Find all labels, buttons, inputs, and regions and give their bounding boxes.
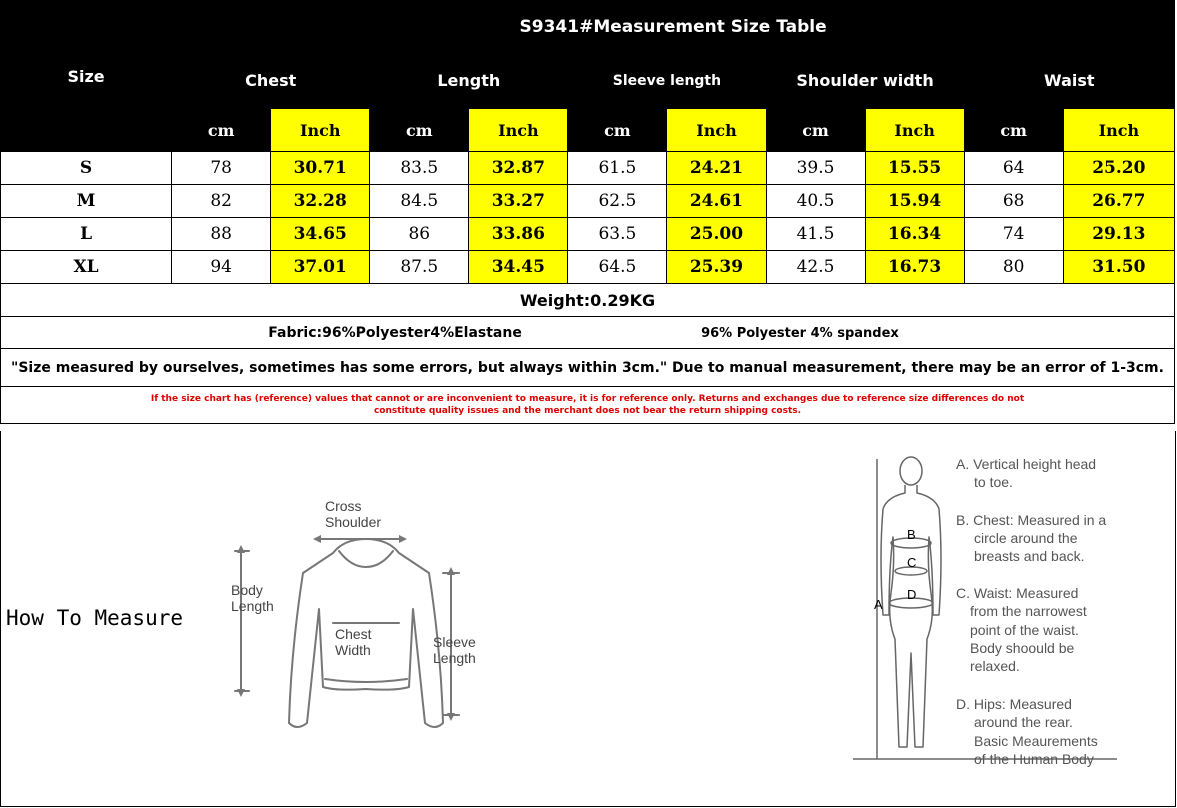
length-inch: 33.27: [469, 185, 568, 218]
note-a-2: to toe.: [974, 474, 1013, 490]
note-b-2: circle around the: [974, 530, 1078, 546]
note-b-3: breasts and back.: [974, 548, 1085, 564]
label-cross-1: Cross: [325, 498, 362, 514]
label-sleeve-1: Sleeve: [433, 634, 476, 650]
unit-row: [1, 109, 1175, 152]
group-chest: Chest: [172, 53, 370, 109]
fabric-text: Fabric:96%Polyester4%Elastane: [268, 324, 522, 341]
table-title: S9341#Measurement Size Table: [172, 1, 1175, 53]
sleeve-cm: 63.5: [568, 218, 667, 251]
letter-c: C: [907, 555, 917, 570]
sweater-diagram: [221, 491, 521, 731]
shoulder-inch: 15.55: [865, 152, 964, 185]
disclaimer-line-2: constitute quality issues and the merchant does not bear the return shipping costs.: [373, 406, 802, 416]
chest-cm: 94: [172, 251, 271, 284]
size-label: S: [1, 152, 172, 185]
waist-inch: 26.77: [1063, 185, 1174, 218]
shoulder-cm: 39.5: [766, 152, 865, 185]
fabric-row: [1, 317, 1175, 349]
note-a-1: A. Vertical height head: [956, 456, 1097, 472]
measurement-note: "Size measured by ourselves, sometimes has some errors, but always within 3cm." Due to manual measurement, there may be an error of 1-3cm.: [1, 349, 1175, 387]
sleeve-inch: 24.61: [667, 185, 766, 218]
chest-inch: 32.28: [271, 185, 370, 218]
unit-inch: Inch: [667, 109, 766, 152]
waist-inch: 29.13: [1063, 218, 1174, 251]
sleeve-inch: 25.00: [667, 218, 766, 251]
note-c-2: from the narrowest: [970, 603, 1087, 619]
sleeve-inch: 25.39: [667, 251, 766, 284]
length-cm: 83.5: [370, 152, 469, 185]
disclaimer-line-1: If the size chart has (reference) values that cannot or are inconvenient to measure, it is for reference only. Returns and exchanges due to reference size differences do not: [150, 394, 1025, 404]
note-b-1: B. Chest: Measured in a: [956, 512, 1107, 528]
table-row: [1, 218, 1175, 251]
figure-head: [900, 457, 922, 485]
unit-cm: cm: [964, 109, 1063, 152]
length-cm: 84.5: [370, 185, 469, 218]
note-d-3: Basic Meaurements: [974, 733, 1098, 749]
length-inch: 32.87: [469, 152, 568, 185]
label-body-2: Length: [231, 598, 274, 614]
size-label: L: [1, 218, 172, 251]
fabric-alt-text: 96% Polyester 4% spandex: [701, 325, 899, 341]
note-d-1: D. Hips: Measured: [956, 696, 1072, 712]
note-c-4: Body shoould be: [970, 640, 1075, 656]
unit-cm: cm: [568, 109, 667, 152]
label-cross-2: Shoulder: [325, 514, 382, 530]
length-cm: 86: [370, 218, 469, 251]
note-c-3: point of the waist.: [970, 622, 1079, 638]
group-shoulder-width: Shoulder width: [766, 53, 964, 109]
group-sleeve-length: Sleeve length: [568, 53, 766, 109]
chest-cm: 88: [172, 218, 271, 251]
chest-cm: 78: [172, 152, 271, 185]
chest-inch: 37.01: [271, 251, 370, 284]
waist-cm: 68: [964, 185, 1063, 218]
shoulder-cm: 41.5: [766, 218, 865, 251]
sweater-hem: [325, 679, 407, 682]
shoulder-cm: 40.5: [766, 185, 865, 218]
shoulder-inch: 16.34: [865, 218, 964, 251]
note-c-5: relaxed.: [970, 658, 1020, 674]
label-chest-1: Chest: [335, 626, 372, 642]
chest-inch: 34.65: [271, 218, 370, 251]
sleeve-cm: 61.5: [568, 152, 667, 185]
note-c-1: C. Waist: Measured: [956, 585, 1079, 601]
shoulder-cm: 42.5: [766, 251, 865, 284]
shoulder-inch: 16.73: [865, 251, 964, 284]
unit-inch: Inch: [1063, 109, 1174, 152]
table-row: [1, 251, 1175, 284]
unit-cm: cm: [172, 109, 271, 152]
sweater-collar: [339, 551, 393, 567]
unit-cm: cm: [766, 109, 865, 152]
unit-cm: cm: [370, 109, 469, 152]
size-label: M: [1, 185, 172, 218]
table-row: [1, 185, 1175, 218]
unit-inch: Inch: [271, 109, 370, 152]
note-d-4: of the Human Body: [974, 751, 1094, 767]
waist-inch: 25.20: [1063, 152, 1174, 185]
weight-text: Weight:0.29KG: [1, 284, 1175, 317]
disclaimer: [1, 387, 1175, 424]
note-d-2: around the rear.: [974, 714, 1073, 730]
how-to-measure-label: How To Measure: [6, 606, 184, 630]
unit-inch: Inch: [865, 109, 964, 152]
letter-d: D: [907, 587, 917, 602]
sleeve-cm: 64.5: [568, 251, 667, 284]
letter-b: B: [907, 527, 916, 542]
waist-cm: 74: [964, 218, 1063, 251]
unit-inch: Inch: [469, 109, 568, 152]
size-label: XL: [1, 251, 172, 284]
label-body-1: Body: [231, 582, 263, 598]
group-length: Length: [370, 53, 568, 109]
shoulder-inch: 15.94: [865, 185, 964, 218]
group-waist: Waist: [964, 53, 1174, 109]
letter-a: A: [874, 597, 883, 612]
measure-guide-panel: [0, 431, 1176, 807]
length-cm: 87.5: [370, 251, 469, 284]
figure-body: [881, 485, 941, 747]
length-inch: 33.86: [469, 218, 568, 251]
waist-inch: 31.50: [1063, 251, 1174, 284]
body-measurement-diagram: [849, 447, 1139, 777]
chest-cm: 82: [172, 185, 271, 218]
waist-cm: 64: [964, 152, 1063, 185]
chest-inch: 30.71: [271, 152, 370, 185]
sleeve-inch: 24.21: [667, 152, 766, 185]
label-chest-2: Width: [335, 642, 371, 658]
sleeve-cm: 62.5: [568, 185, 667, 218]
label-sleeve-2: Length: [433, 650, 476, 666]
length-inch: 34.45: [469, 251, 568, 284]
size-header: Size: [1, 1, 172, 152]
waist-cm: 80: [964, 251, 1063, 284]
table-row: [1, 152, 1175, 185]
